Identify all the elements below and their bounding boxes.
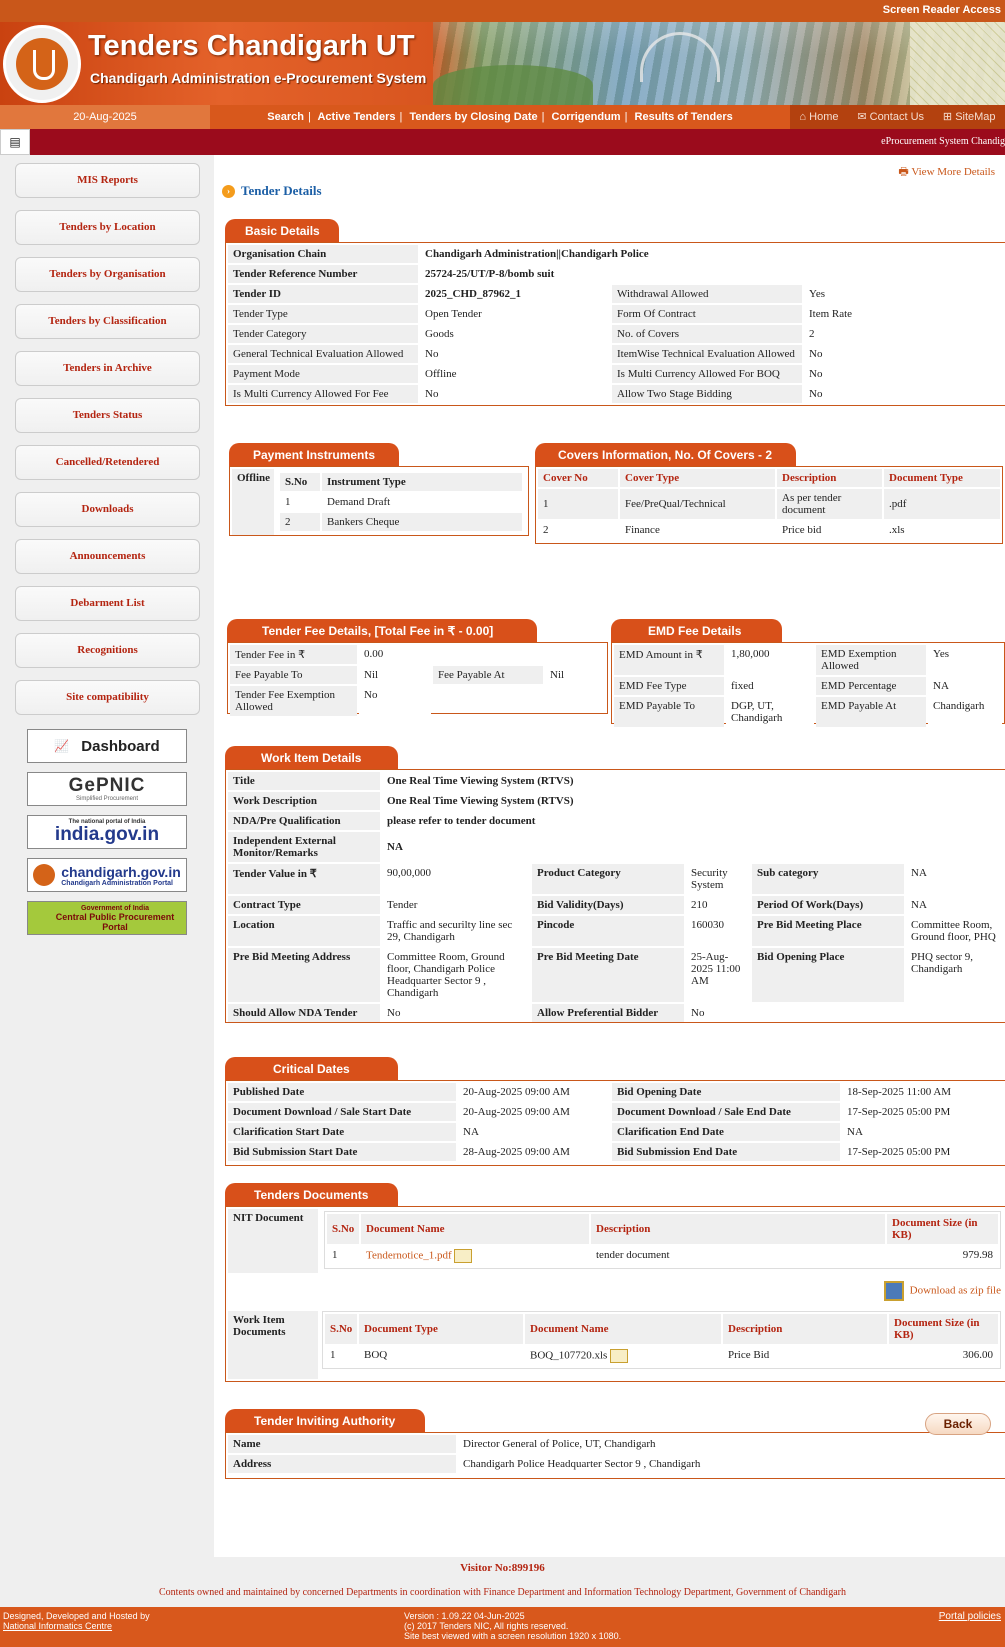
- cppp-label: Central Public Procurement Portal: [55, 911, 175, 932]
- work-doc-sno: 1: [330, 1349, 336, 1361]
- table-row: [228, 1143, 1003, 1161]
- table-row: [614, 677, 1002, 695]
- doc-download-start-label: Document Download / Sale Start Date: [228, 1103, 456, 1121]
- table-row: [230, 686, 605, 716]
- nda-value: please refer to tender document: [382, 812, 1003, 830]
- emd-amount-label: EMD Amount in ₹: [614, 645, 724, 675]
- emd-fee-type-label: EMD Fee Type: [614, 677, 724, 695]
- gepnic-tagline: Simplified Procurement: [75, 796, 139, 802]
- top-menu: Search | Active Tenders | Tenders by Closing Date | Corrigendum | Results of Tenders: [267, 111, 733, 123]
- location-label: Location: [228, 916, 380, 946]
- table-row: [228, 245, 1003, 263]
- authority-name-label: Name: [228, 1435, 456, 1453]
- india-gov-logo[interactable]: [27, 815, 187, 849]
- fee-payable-at-value: Nil: [545, 666, 605, 684]
- table-row: [228, 1311, 1003, 1379]
- table-row: [228, 832, 1003, 862]
- period-of-work-label: Period Of Work(Days): [752, 896, 904, 914]
- doc-type-header: Document Type: [359, 1314, 523, 1344]
- current-date: 20-Aug-2025: [0, 105, 210, 129]
- ownership-note: Contents owned and maintained by concerned Departments in coordination with Finance Department and Information Technology Department, Government of Chandigarh: [159, 1587, 846, 1598]
- mc-boq-value: No: [804, 365, 1003, 383]
- table-row: [228, 265, 1003, 283]
- table-row: [280, 493, 522, 511]
- sitemap-icon: ⊞: [942, 111, 953, 123]
- emd-percentage-value: NA: [928, 677, 1002, 695]
- gte-label: General Technical Evaluation Allowed: [228, 345, 418, 363]
- sidebar-tenders-in-archive[interactable]: Tenders in Archive: [15, 351, 200, 386]
- sitemap-link[interactable]: [943, 105, 996, 129]
- bid-opening-date-value: 18-Sep-2025 11:00 AM: [842, 1083, 1003, 1101]
- fee-payable-to-value: Nil: [359, 666, 431, 684]
- payment-mode-label: Payment Mode: [228, 365, 418, 383]
- doc-name-header: Document Name: [525, 1314, 721, 1344]
- description-header: Description: [591, 1214, 885, 1244]
- table-row: [228, 792, 1003, 810]
- payment-sno: 1: [285, 496, 291, 508]
- sidebar-downloads[interactable]: Downloads: [15, 492, 200, 527]
- emblem-icon: [33, 864, 55, 886]
- print-icon: 🖶: [898, 166, 909, 178]
- bid-submission-start-label: Bid Submission Start Date: [228, 1143, 456, 1161]
- ref-value: 25724-25/UT/P-8/bomb suit: [420, 265, 1003, 283]
- prebid-place-label: Pre Bid Meeting Place: [752, 916, 904, 946]
- menu-search[interactable]: Search: [267, 111, 304, 123]
- product-category-label: Product Category: [532, 864, 684, 894]
- work-doc-size: 306.00: [962, 1349, 993, 1361]
- form-contract-value: Item Rate: [804, 305, 1003, 323]
- two-stage-value: No: [804, 385, 1003, 403]
- chandigarh-emblem-logo[interactable]: [3, 25, 81, 103]
- category-label: Tender Category: [228, 325, 418, 343]
- fee-payable-to-label: Fee Payable To: [230, 666, 357, 684]
- emd-amount-value: 1,80,000: [726, 645, 814, 675]
- mail-icon: ✉: [857, 111, 867, 123]
- tender-type-value: Open Tender: [420, 305, 610, 323]
- site-banner: [0, 22, 1005, 105]
- emd-exemption-label: EMD Exemption Allowed: [816, 645, 926, 675]
- doc-name-header: Document Name: [361, 1214, 589, 1244]
- period-of-work-value: NA: [906, 896, 1003, 914]
- table-row: [228, 285, 1003, 303]
- menu-corrigendum[interactable]: Corrigendum: [551, 111, 621, 123]
- bid-submission-end-value: 17-Sep-2025 05:00 PM: [842, 1143, 1003, 1161]
- table-row: [327, 1214, 998, 1244]
- payment-instruments-panel: [229, 466, 529, 536]
- title-label: Title: [228, 772, 380, 790]
- cover-doc-type: .pdf: [884, 489, 1000, 519]
- withdrawal-label: Withdrawal Allowed: [612, 285, 802, 303]
- gepnic-logo[interactable]: [27, 772, 187, 806]
- table-row: [228, 1455, 1003, 1473]
- table-row: [228, 1004, 1003, 1022]
- table-row: [280, 513, 522, 531]
- emd-payable-at-label: EMD Payable At: [816, 697, 926, 727]
- location-value: Traffic and securilty line sec 29, Chandigarh: [382, 916, 530, 946]
- tender-value-label: Tender Value in ₹: [228, 864, 380, 894]
- nit-description: tender document: [596, 1249, 670, 1261]
- prebid-date-label: Pre Bid Meeting Date: [532, 948, 684, 1002]
- payment-type: Bankers Cheque: [322, 513, 522, 531]
- sidebar-tenders-by-organisation[interactable]: Tenders by Organisation: [15, 257, 200, 292]
- tender-value: 90,00,000: [382, 864, 530, 894]
- tender-id-value: 2025_CHD_87962_1: [420, 285, 610, 303]
- iem-label: Independent External Monitor/Remarks: [228, 832, 380, 862]
- visitor-counter: Visitor No:899196: [460, 1562, 545, 1574]
- authority-panel: [225, 1432, 1005, 1479]
- sidebar-tenders-by-location[interactable]: Tenders by Location: [15, 210, 200, 245]
- payment-sno: 2: [280, 513, 320, 531]
- menu-results-of-tenders[interactable]: Results of Tenders: [634, 111, 733, 123]
- designed-by: Designed, Developed and Hosted by: [3, 1611, 150, 1621]
- home-link[interactable]: [799, 105, 838, 129]
- sub-category-label: Sub category: [752, 864, 904, 894]
- doc-download-end-value: 17-Sep-2025 05:00 PM: [842, 1103, 1003, 1121]
- covers-label: No. of Covers: [612, 325, 802, 343]
- table-row: [228, 345, 1003, 363]
- sidebar-recognitions[interactable]: Recognitions: [15, 633, 200, 668]
- org-chain-value: Chandigarh Administration||Chandigarh Police: [420, 245, 1003, 263]
- table-row: [228, 1275, 1003, 1309]
- org-chain-label: Organisation Chain: [228, 245, 418, 263]
- table-row: [228, 864, 1003, 894]
- arrow-icon: ›: [222, 185, 235, 198]
- covers-value: 2: [804, 325, 1003, 343]
- back-button[interactable]: Back: [925, 1413, 991, 1435]
- work-description-label: Work Description: [228, 792, 380, 810]
- contact-link[interactable]: [857, 105, 924, 129]
- cover-doc-type: .xls: [889, 524, 905, 536]
- tender-fee-value: 0.00: [359, 645, 431, 664]
- nda-tender-value: No: [382, 1004, 530, 1022]
- table-row: [230, 645, 605, 664]
- withdrawal-value: Yes: [804, 285, 1003, 303]
- bid-opening-place-value: PHQ sector 9, Chandigarh: [906, 948, 1003, 1002]
- published-date-label: Published Date: [228, 1083, 456, 1101]
- contract-type-label: Contract Type: [228, 896, 380, 914]
- table-row: [230, 666, 605, 684]
- description-header: Description: [777, 469, 882, 487]
- table-row: [327, 1246, 998, 1266]
- table-row: [228, 812, 1003, 830]
- iem-value: NA: [382, 832, 1003, 862]
- nda-tender-label: Should Allow NDA Tender: [228, 1004, 380, 1022]
- download-zip-link[interactable]: Download as zip file: [909, 1284, 1001, 1297]
- main-content: [214, 155, 1005, 1561]
- sno-header: S.No: [327, 1214, 359, 1244]
- fee-exemption-value: No: [359, 686, 431, 716]
- form-contract-label: Form Of Contract: [612, 305, 802, 323]
- work-doc-type: BOQ: [364, 1349, 388, 1361]
- view-more-details[interactable]: [898, 163, 995, 182]
- published-date-value: 20-Aug-2025 09:00 AM: [458, 1083, 610, 1101]
- bid-submission-start-value: 28-Aug-2025 09:00 AM: [458, 1143, 610, 1161]
- emd-payable-to-value: DGP, UT, Chandigarh: [726, 697, 814, 727]
- basic-details-panel: [225, 242, 1005, 406]
- instrument-type-header: Instrument Type: [322, 473, 522, 491]
- india-gov-label: india.gov.in: [54, 824, 160, 845]
- doc-size-header: Document Size (in KB): [887, 1214, 998, 1244]
- authority-address-value: Chandigarh Police Headquarter Sector 9 , Chandigarh: [458, 1455, 1003, 1473]
- certificate-icon[interactable]: [454, 1249, 472, 1263]
- table-row: [228, 948, 1003, 1002]
- table-row: [228, 365, 1003, 383]
- fee-exemption-label: Tender Fee Exemption Allowed: [230, 686, 357, 716]
- india-tagline: The national portal of India: [68, 819, 146, 825]
- zip-icon: [884, 1281, 904, 1301]
- table-row: [228, 916, 1003, 946]
- bid-submission-end-label: Bid Submission End Date: [612, 1143, 840, 1161]
- bottom-bar: [0, 1607, 1005, 1647]
- certificate-icon[interactable]: [610, 1349, 628, 1363]
- view-more-label: View More Details: [911, 166, 995, 178]
- prebid-place-value: Committee Room, Ground floor, PHQ: [906, 916, 1003, 946]
- cover-type-header: Cover Type: [620, 469, 775, 487]
- doc-download-start-value: 20-Aug-2025 09:00 AM: [458, 1103, 610, 1121]
- ref-label: Tender Reference Number: [228, 265, 418, 283]
- contract-type-value: Tender: [382, 896, 530, 914]
- table-row: [614, 697, 1002, 727]
- table-row: [228, 1083, 1003, 1101]
- covers-panel: [535, 466, 1003, 544]
- screen-reader-link[interactable]: Screen Reader Access: [882, 4, 1001, 16]
- chandigarh-gov-tagline: Chandigarh Administration Portal: [61, 879, 173, 887]
- table-row: [228, 1103, 1003, 1121]
- cover-description: As per tender document: [777, 489, 882, 519]
- copyright-text: (c) 2017 Tenders NIC, All rights reserved.: [404, 1621, 569, 1631]
- cover-no: 1: [538, 489, 618, 519]
- tab-emd-fee-details: EMD Fee Details: [611, 619, 782, 643]
- gte-value: No: [420, 345, 610, 363]
- cover-no-header: Cover No: [538, 469, 618, 487]
- tab-critical-dates: Critical Dates: [225, 1057, 398, 1081]
- prebid-address-value: Committee Room, Ground floor, Chandigarh Police Headquarter Sector 9 , Chandigarh: [382, 948, 530, 1002]
- table-row: [228, 1435, 1003, 1453]
- gepnic-label: GePNIC: [68, 775, 146, 796]
- iwte-label: ItemWise Technical Evaluation Allowed: [612, 345, 802, 363]
- table-row: [228, 385, 1003, 403]
- prebid-address-label: Pre Bid Meeting Address: [228, 948, 380, 1002]
- page-heading: [222, 183, 322, 199]
- dashboard-logo[interactable]: [27, 729, 187, 763]
- menu-active-tenders[interactable]: Active Tenders: [317, 111, 396, 123]
- emd-exemption-value: Yes: [928, 645, 1002, 675]
- top-bar: [0, 0, 1005, 22]
- tender-fee-label: Tender Fee in ₹: [230, 645, 357, 664]
- sidebar-announcements[interactable]: Announcements: [15, 539, 200, 574]
- doc-size-header: Document Size (in KB): [889, 1314, 998, 1344]
- chart-icon: 📈: [54, 739, 70, 753]
- table-row: [538, 469, 1000, 487]
- bid-validity-value: 210: [686, 896, 750, 914]
- site-subtitle: Chandigarh Administration e-Procurement System: [90, 70, 427, 86]
- tab-tender-fee-details: Tender Fee Details, [Total Fee in ₹ - 0.00]: [227, 619, 537, 643]
- pincode-value: 160030: [686, 916, 750, 946]
- product-category-value: Security System: [686, 864, 750, 894]
- tab-payment-instruments: Payment Instruments: [229, 443, 399, 467]
- left-sidebar: [0, 155, 214, 1561]
- tab-covers-information: Covers Information, No. Of Covers - 2: [535, 443, 796, 467]
- clarification-start-label: Clarification Start Date: [228, 1123, 456, 1141]
- table-row: [614, 645, 1002, 675]
- work-doc-name[interactable]: BOQ_107720.xls: [530, 1349, 608, 1362]
- payment-mode-offline: Offline: [232, 469, 274, 535]
- preferential-bidder-label: Allow Preferential Bidder: [532, 1004, 684, 1022]
- cover-description: Price bid: [782, 524, 822, 536]
- title-value: One Real Time Viewing System (RTVS): [382, 772, 1003, 790]
- mc-fee-value: No: [420, 385, 610, 403]
- table-row: [280, 473, 522, 491]
- table-row: [538, 521, 1000, 539]
- tab-tenders-documents: Tenders Documents: [225, 1183, 398, 1207]
- news-ticker: [0, 129, 1005, 155]
- payment-mode-value: Offline: [420, 365, 610, 383]
- pincode-label: Pincode: [532, 916, 684, 946]
- cover-type: Fee/PreQual/Technical: [620, 489, 775, 519]
- home-label: Home: [809, 111, 839, 123]
- document-icon[interactable]: ▤: [0, 129, 30, 155]
- sidebar-site-compatibility[interactable]: Site compatibility: [15, 680, 200, 715]
- table-row: [228, 325, 1003, 343]
- tab-basic-details: Basic Details: [225, 219, 339, 243]
- table-row: [228, 1209, 1003, 1273]
- chandigarh-gov-logo[interactable]: [27, 858, 187, 892]
- home-icon: ⌂: [799, 111, 807, 123]
- banner-map-image: [910, 22, 1005, 105]
- critical-dates-panel: [225, 1080, 1005, 1166]
- nic-link[interactable]: National Informatics Centre: [3, 1621, 113, 1631]
- banner-garden-image: [433, 65, 593, 105]
- sno-header: S.No: [280, 473, 320, 491]
- nit-document-link[interactable]: Tendernotice_1.pdf: [366, 1249, 452, 1262]
- emd-payable-to-label: EMD Payable To: [614, 697, 724, 727]
- cover-no: 2: [543, 524, 549, 536]
- description-header: Description: [723, 1314, 887, 1344]
- mc-boq-label: Is Multi Currency Allowed For BOQ: [612, 365, 802, 383]
- sitemap-label: SiteMap: [955, 111, 996, 123]
- authority-name-value: Director General of Police, UT, Chandigarh: [458, 1435, 1003, 1453]
- page-title: Tender Details: [241, 183, 322, 198]
- clarification-start-value: NA: [458, 1123, 610, 1141]
- work-doc-description: Price Bid: [728, 1349, 770, 1361]
- table-row: [232, 469, 526, 535]
- table-row: [538, 489, 1000, 519]
- chandigarh-gov-label: chandigarh.gov.in: [61, 863, 181, 880]
- sidebar-cancelled-retendered[interactable]: Cancelled/Retendered: [15, 445, 200, 480]
- tender-type-label: Tender Type: [228, 305, 418, 323]
- main-navigation: [0, 105, 1005, 129]
- work-item-panel: [225, 769, 1005, 1023]
- nda-label: NDA/Pre Qualification: [228, 812, 380, 830]
- emd-fee-type-value: fixed: [726, 677, 814, 695]
- tender-documents-panel: [225, 1206, 1005, 1382]
- two-stage-label: Allow Two Stage Bidding: [612, 385, 802, 403]
- resolution-note: Site best viewed with a screen resolution 1920 x 1080.: [404, 1631, 622, 1641]
- utility-links: [790, 105, 1005, 129]
- bid-opening-place-label: Bid Opening Place: [752, 948, 904, 1002]
- doc-download-end-label: Document Download / Sale End Date: [612, 1103, 840, 1121]
- table-row: [228, 305, 1003, 323]
- prebid-date-value: 25-Aug-2025 11:00 AM: [686, 948, 750, 1002]
- nit-document-label: NIT Document: [228, 1209, 318, 1273]
- ticker-text[interactable]: eProcurement System Chandig: [30, 129, 1005, 155]
- version-text: Version : 1.09.22 04-Jun-2025: [404, 1611, 525, 1621]
- doc-type-header: Document Type: [884, 469, 1000, 487]
- table-row: [228, 772, 1003, 790]
- preferential-bidder-value: No: [686, 1004, 750, 1022]
- iwte-value: No: [804, 345, 1003, 363]
- emd-fee-panel: [611, 642, 1005, 724]
- bid-opening-date-label: Bid Opening Date: [612, 1083, 840, 1101]
- sub-category-value: NA: [906, 864, 1003, 894]
- authority-address-label: Address: [228, 1455, 456, 1473]
- tender-id-label: Tender ID: [228, 285, 418, 303]
- sidebar-tenders-status[interactable]: Tenders Status: [15, 398, 200, 433]
- clarification-end-label: Clarification End Date: [612, 1123, 840, 1141]
- table-row: [325, 1346, 998, 1366]
- sidebar-mis-reports[interactable]: MIS Reports: [15, 163, 200, 198]
- cppp-tagline: Government of India: [80, 904, 150, 912]
- clarification-end-value: NA: [842, 1123, 1003, 1141]
- nit-size: 979.98: [962, 1249, 993, 1261]
- bid-validity-label: Bid Validity(Days): [532, 896, 684, 914]
- dashboard-label: Dashboard: [81, 737, 160, 755]
- emd-percentage-label: EMD Percentage: [816, 677, 926, 695]
- sidebar-tenders-by-classification[interactable]: Tenders by Classification: [15, 304, 200, 339]
- mc-fee-label: Is Multi Currency Allowed For Fee: [228, 385, 418, 403]
- site-title: Tenders Chandigarh UT: [88, 30, 415, 62]
- fee-payable-at-label: Fee Payable At: [433, 666, 543, 684]
- portal-policies-link[interactable]: Portal policies: [938, 1611, 1001, 1622]
- sidebar-debarment-list[interactable]: Debarment List: [15, 586, 200, 621]
- tab-tender-inviting-authority: Tender Inviting Authority: [225, 1409, 425, 1433]
- cppp-logo[interactable]: [27, 901, 187, 935]
- sno-header: S.No: [325, 1314, 357, 1344]
- table-row: [228, 1123, 1003, 1141]
- table-row: [325, 1314, 998, 1344]
- tab-work-item-details: Work Item Details: [225, 746, 398, 770]
- work-description-value: One Real Time Viewing System (RTVS): [382, 792, 1003, 810]
- table-row: [228, 896, 1003, 914]
- nit-sno: 1: [332, 1249, 338, 1261]
- contact-label: Contact Us: [869, 111, 925, 123]
- category-value: Goods: [420, 325, 610, 343]
- emd-payable-at-value: Chandigarh: [928, 697, 1002, 727]
- payment-type: Demand Draft: [327, 496, 391, 508]
- work-item-documents-label: Work Item Documents: [228, 1311, 318, 1379]
- tender-fee-panel: [227, 642, 608, 714]
- cover-type: Finance: [625, 524, 660, 536]
- menu-tenders-by-closing-date[interactable]: Tenders by Closing Date: [409, 111, 538, 123]
